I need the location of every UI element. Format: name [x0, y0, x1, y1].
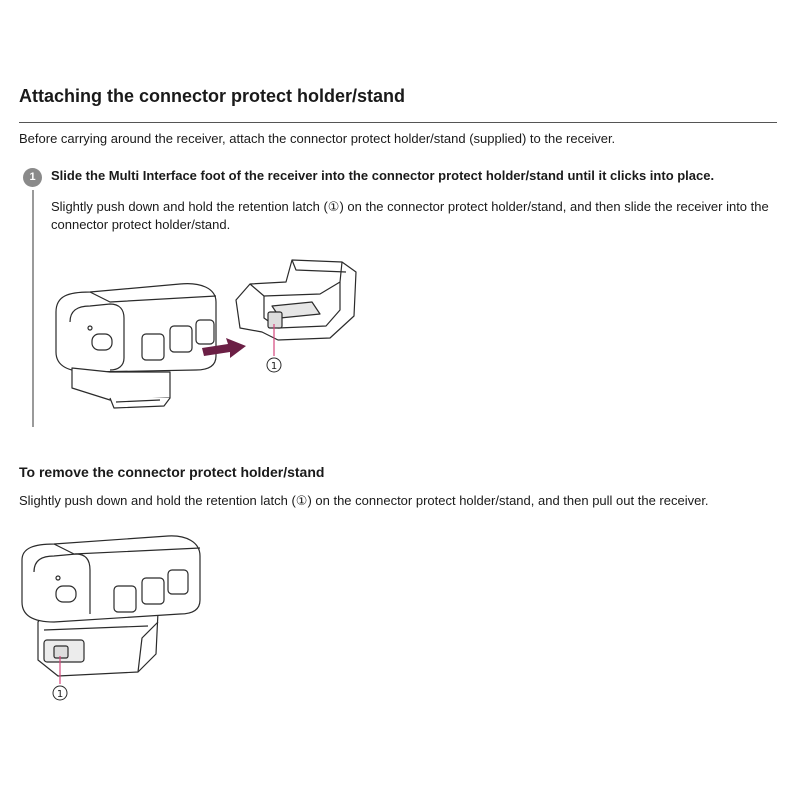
step-body-start: Slightly push down and hold the retention latch ( — [51, 199, 328, 214]
retention-latch — [268, 312, 282, 328]
receiver-button-attached — [56, 586, 76, 602]
page-title: Attaching the connector protect holder/stand — [19, 86, 406, 106]
multi-interface-foot — [72, 368, 170, 400]
remove-section-title: To remove the connector protect holder/stand — [19, 464, 325, 480]
receiver-button — [92, 334, 112, 350]
remove-body — [19, 492, 789, 510]
remove-body-callout: ① — [295, 493, 308, 508]
intro-text: Before carrying around the receiver, attach the connector protect holder/stand (supplied) to the receiver. — [19, 131, 616, 146]
callout-label-2: 1 — [56, 689, 64, 700]
remove-body-start: Slightly push down and hold the retention latch ( — [19, 493, 296, 508]
callout-label-1: 1 — [270, 361, 278, 372]
remove-body-end: ) on the connector protect holder/stand, and then pull out the receiver. — [307, 493, 709, 508]
step-body-callout: ① — [327, 199, 340, 214]
step-body — [51, 198, 771, 234]
step-heading: Slide the Multi Interface foot of the receiver into the connector protect holder/stand until it clicks into place. — [51, 168, 715, 183]
title-divider — [19, 122, 777, 123]
step-connector-line — [32, 190, 34, 427]
remove-illustration — [18, 530, 208, 710]
step-body-end: ) on the connector protect holder/stand, and then slide the receiver into the connector protect holder/stand. — [51, 199, 769, 232]
step-number-badge: 1 — [23, 168, 42, 187]
attach-illustration — [50, 248, 370, 418]
